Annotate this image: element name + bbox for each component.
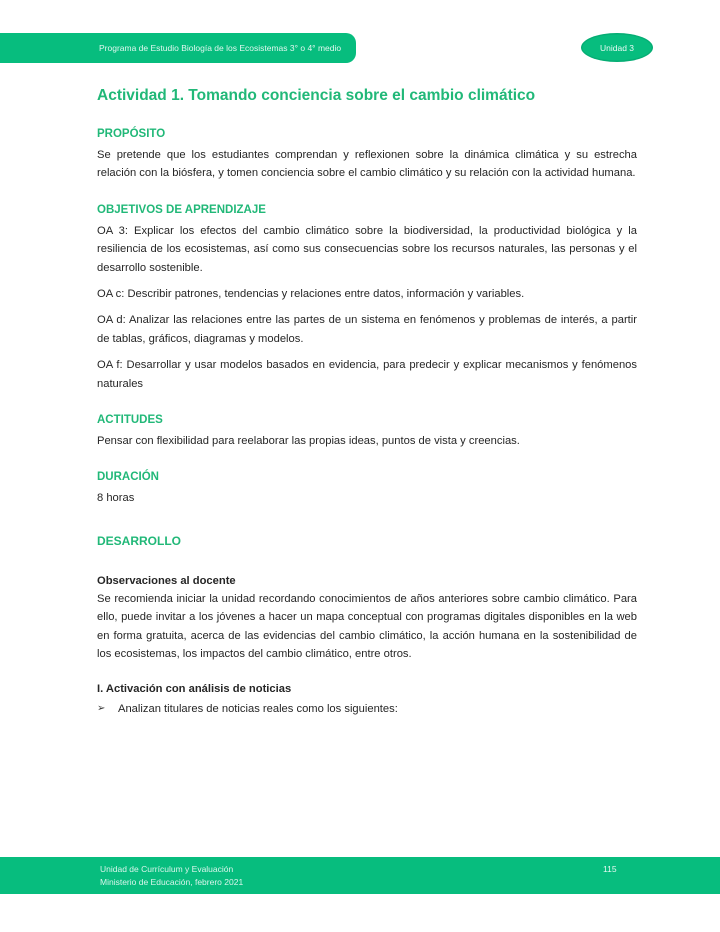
duracion-text: 8 horas	[97, 492, 135, 505]
page-number: 115	[603, 864, 617, 874]
section-heading-duracion: DURACIÓN	[97, 471, 159, 484]
actitudes-text: Pensar con flexibilidad para reelaborar las propias ideas, puntos de vista y creencias.	[97, 435, 520, 448]
footer-bar	[0, 857, 720, 894]
section-heading-actitudes: ACTITUDES	[97, 414, 163, 427]
footer-line2: Ministerio de Educación, febrero 2021	[100, 876, 244, 887]
objetivo-oad-text: OA d: Analizar las relaciones entre las partes de un sistema en fenómenos y problemas de interés, a partir de tablas, gráficos, diagramas y modelos.	[97, 314, 637, 345]
proposito-text: Se pretende que los estudiantes comprendan y reflexionen sobre la dinámica climática y su estrecha relación con la biósfera, y tomen conciencia sobre el cambio climático y su relación con la actividad humana.	[97, 149, 637, 180]
observaciones-subheading: Observaciones al docente	[97, 574, 236, 587]
objetivo-oa3-text: OA 3: Explicar los efectos del cambio climático sobre la biodiversidad, la productividad biológica y la resiliencia de los ecosistemas, así como sus consecuencias sobre los recursos naturales, las personas y el desarrollo sostenible.	[97, 224, 637, 274]
header-program-label: Programa de Estudio Biología de los Ecosistemas 3° o 4° medio	[99, 43, 342, 53]
activity-step-heading: I. Activación con análisis de noticias	[97, 682, 292, 695]
bullet-item	[97, 700, 637, 718]
activity-title: Actividad 1. Tomando conciencia sobre el cambio climático	[97, 87, 536, 104]
bullet-item-text: Analizan titulares de noticias reales como los siguientes:	[118, 702, 398, 715]
unit-badge-label: Unidad 3	[599, 42, 635, 53]
section-heading-objetivos: OBJETIVOS DE APRENDIZAJE	[97, 203, 266, 216]
objetivo-oac-text: OA c: Describir patrones, tendencias y relaciones entre datos, información y variables.	[97, 288, 525, 301]
section-heading-proposito: PROPÓSITO	[97, 128, 166, 140]
footer-line1: Unidad de Currículum y Evaluación	[100, 864, 234, 874]
content-column	[97, 0, 637, 718]
observaciones-text: Se recomienda iniciar la unidad recordando conocimientos de años anteriores sobre cambio climático. Para ello, puede invitar a los jóvenes a hacer un mapa conceptual con programas digitales disponibles en la web en forma gratuita, acerca de las evidencias del cambio climático, la acción humana en la sostenibilidad de los ecosistemas, los impactos del cambio climático, entre otros.	[97, 592, 637, 661]
footer-credits	[100, 863, 243, 888]
section-heading-desarrollo: DESARROLLO	[97, 533, 181, 548]
arrow-bullet-icon: ➢	[97, 702, 106, 714]
objetivo-oaf-text: OA f: Desarrollar y usar modelos basados en evidencia, para predecir y explicar mecanismos y fenómenos naturales	[97, 359, 637, 390]
